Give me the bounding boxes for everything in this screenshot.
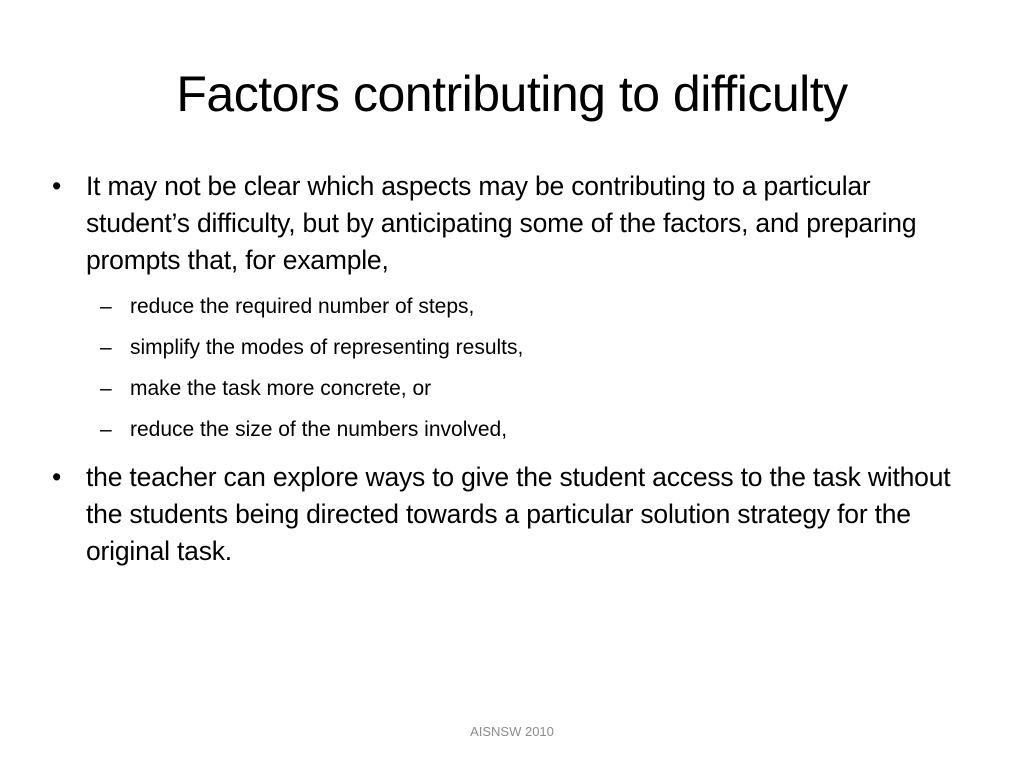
bullet-marker: •	[52, 171, 62, 201]
bullet-item	[52, 459, 964, 570]
bullet-text: the teacher can explore ways to give the student access to the task without the students being directed towards a particular solution strategy for the original task.	[86, 462, 951, 566]
dash-marker: –	[100, 418, 112, 441]
dash-marker: –	[100, 377, 112, 400]
sub-bullet-text: simplify the modes of representing results,	[130, 336, 524, 359]
sub-bullet-text: make the task more concrete, or	[130, 377, 432, 400]
sub-bullet-text: reduce the size of the numbers involved,	[130, 418, 508, 441]
dash-marker: –	[100, 336, 112, 359]
slide-title: Factors contributing to difficulty	[176, 66, 848, 122]
sub-bullet-item	[52, 286, 964, 327]
sub-bullet-item	[52, 409, 964, 450]
sub-bullet-text: reduce the required number of steps,	[130, 295, 475, 318]
bullet-text: It may not be clear which aspects may be contributing to a particular student’s difficulty, but by anticipating some of the factors, and preparing prompts that, for example,	[86, 171, 917, 275]
slide-footer: AISNSW 2010	[470, 724, 554, 739]
sub-bullet-item	[52, 327, 964, 368]
slide-content	[52, 168, 964, 570]
bullet-item	[52, 168, 964, 279]
sub-bullet-list	[52, 286, 964, 450]
dash-marker: –	[100, 295, 112, 318]
bullet-marker: •	[52, 462, 62, 492]
sub-bullet-item	[52, 368, 964, 409]
